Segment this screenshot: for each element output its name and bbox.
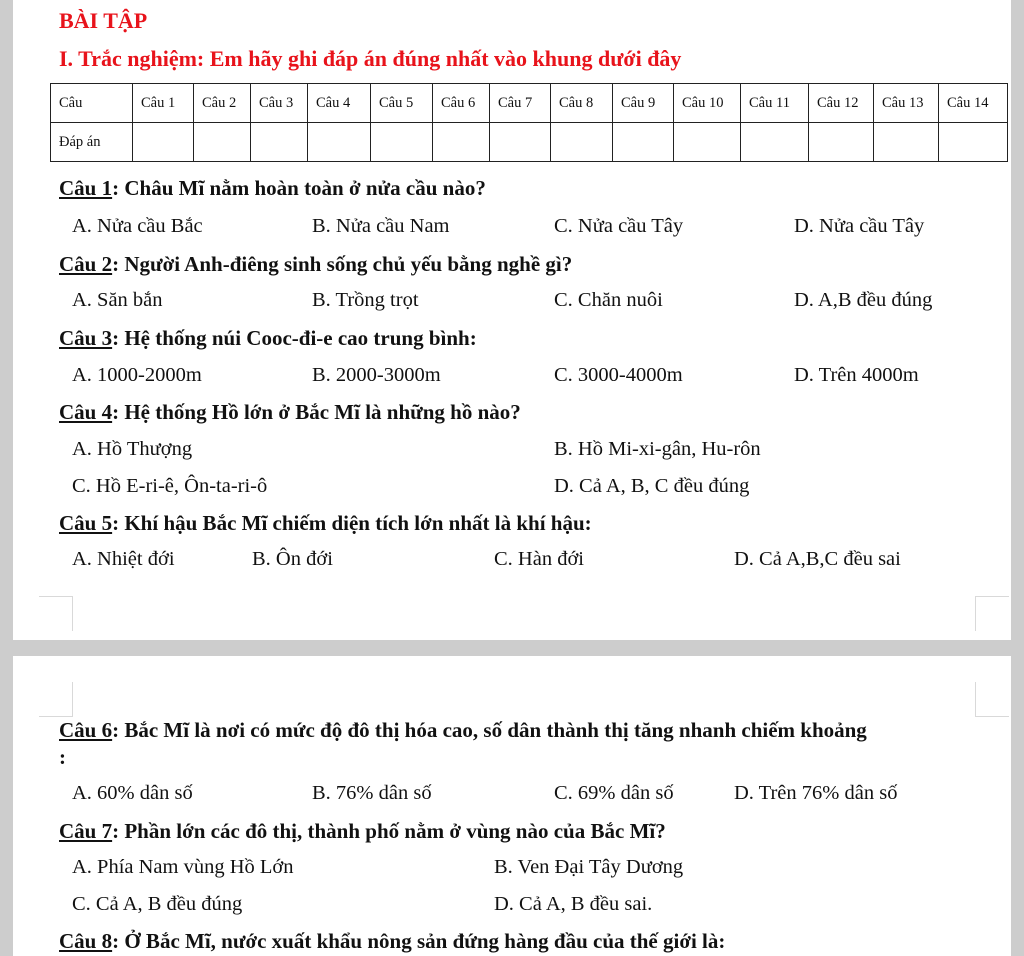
margin-corner-marker [39,596,73,631]
answer-cell[interactable] [133,123,194,162]
question-5 [59,511,592,536]
option-7b: B. Ven Đại Tây Dương [494,856,684,878]
option-6c: C. 69% dân số [554,782,674,804]
table-header-cell: Câu 10 [674,84,741,123]
answer-table-header-row [51,84,1008,123]
table-header-cell: Câu 1 [133,84,194,123]
option-2a: A. Săn bắn [72,289,163,311]
option-5d: D. Cả A,B,C đều sai [734,548,901,570]
option-2b: B. Trồng trọt [312,289,419,311]
question-6 [59,718,867,743]
question-label: Câu 2 [59,252,113,276]
answer-cell[interactable] [741,123,809,162]
table-header-cell: Câu 13 [874,84,939,123]
table-header-cell: Câu 4 [308,84,371,123]
option-3c: C. 3000-4000m [554,364,683,386]
option-3a: A. 1000-2000m [72,364,202,386]
section-title: I. Trắc nghiệm: Em hãy ghi đáp án đúng nhất vào khung dưới đây [59,46,682,71]
question-6-continuation: : [59,745,66,769]
option-3d: D. Trên 4000m [794,364,919,386]
answer-cell[interactable] [613,123,674,162]
table-header-cell: Câu 5 [371,84,433,123]
question-text: : Phần lớn các đô thị, thành phố nằm ở vùng nào của Bắc Mĩ? [112,819,666,843]
question-label: Câu 5 [59,511,113,535]
margin-corner-marker [975,682,1009,717]
question-text: : Ở Bắc Mĩ, nước xuất khẩu nông sản đứng hàng đầu của thế giới là: [112,929,726,953]
question-2 [59,252,572,277]
question-text: : Bắc Mĩ là nơi có mức độ đô thị hóa cao, số dân thành thị tăng nhanh chiếm khoảng [112,718,867,742]
option-4d: D. Cả A, B, C đều đúng [554,475,750,497]
option-2c: C. Chăn nuôi [554,289,663,311]
option-4b: B. Hồ Mi-xi-gân, Hu-rôn [554,438,761,460]
answer-cell[interactable] [490,123,551,162]
answer-cell[interactable] [308,123,371,162]
window-edge [1011,0,1024,942]
margin-corner-marker [975,596,1009,631]
table-header-cell: Câu 2 [194,84,251,123]
question-label: Câu 6 [59,718,113,742]
option-1d: D. Nửa cầu Tây [794,215,925,237]
option-4a: A. Hồ Thượng [72,438,193,460]
option-7c: C. Cả A, B đều đúng [72,893,243,915]
document-heading: BÀI TẬP [59,8,148,33]
option-6b: B. 76% dân số [312,782,432,804]
question-text: : Người Anh-điêng sinh sống chủ yếu bằng nghề gì? [112,252,573,276]
question-label: Câu 8 [59,929,113,953]
question-text: : Khí hậu Bắc Mĩ chiếm diện tích lớn nhất là khí hậu: [112,511,592,535]
question-label: Câu 1 [59,176,113,200]
answer-cell[interactable] [809,123,874,162]
answer-cell[interactable] [874,123,939,162]
answer-cell[interactable] [371,123,433,162]
option-2d: D. A,B đều đúng [794,289,933,311]
table-header-cell: Câu 9 [613,84,674,123]
option-1c: C. Nửa cầu Tây [554,215,684,237]
option-1b: B. Nửa cầu Nam [312,215,450,237]
option-5b: B. Ôn đới [252,548,333,570]
table-row-header-question: Câu [51,84,133,123]
table-header-cell: Câu 8 [551,84,613,123]
answer-cell[interactable] [251,123,308,162]
question-label: Câu 3 [59,326,113,350]
question-label: Câu 7 [59,819,113,843]
table-header-cell: Câu 14 [939,84,1008,123]
option-1a: A. Nửa cầu Bắc [72,215,203,237]
answer-cell[interactable] [551,123,613,162]
option-5c: C. Hàn đới [494,548,584,570]
answer-table [50,83,1008,162]
option-7a: A. Phía Nam vùng Hồ Lớn [72,856,294,878]
answer-cell[interactable] [194,123,251,162]
option-6d: D. Trên 76% dân số [734,782,898,804]
question-4 [59,400,521,425]
question-text: : Châu Mĩ nằm hoàn toàn ở nửa cầu nào? [112,176,486,200]
answer-table-answer-row [51,123,1008,162]
table-header-cell: Câu 12 [809,84,874,123]
question-text: : Hệ thống núi Cooc-đi-e cao trung bình: [112,326,477,350]
question-text: : Hệ thống Hồ lớn ở Bắc Mĩ là những hồ nào? [112,400,521,424]
question-1 [59,176,486,201]
question-7 [59,819,666,844]
option-7d: D. Cả A, B đều sai. [494,893,653,915]
option-5a: A. Nhiệt đới [72,548,175,570]
table-header-cell: Câu 3 [251,84,308,123]
table-header-cell: Câu 7 [490,84,551,123]
table-header-cell: Câu 11 [741,84,809,123]
answer-cell[interactable] [674,123,741,162]
table-row-header-answer: Đáp án [51,123,133,162]
answer-cell[interactable] [939,123,1008,162]
option-3b: B. 2000-3000m [312,364,441,386]
margin-corner-marker [39,682,73,717]
option-6a: A. 60% dân số [72,782,193,804]
answer-cell[interactable] [433,123,490,162]
table-header-cell: Câu 6 [433,84,490,123]
question-3 [59,326,477,351]
option-4c: C. Hồ E-ri-ê, Ôn-ta-ri-ô [72,475,268,497]
question-label: Câu 4 [59,400,113,424]
